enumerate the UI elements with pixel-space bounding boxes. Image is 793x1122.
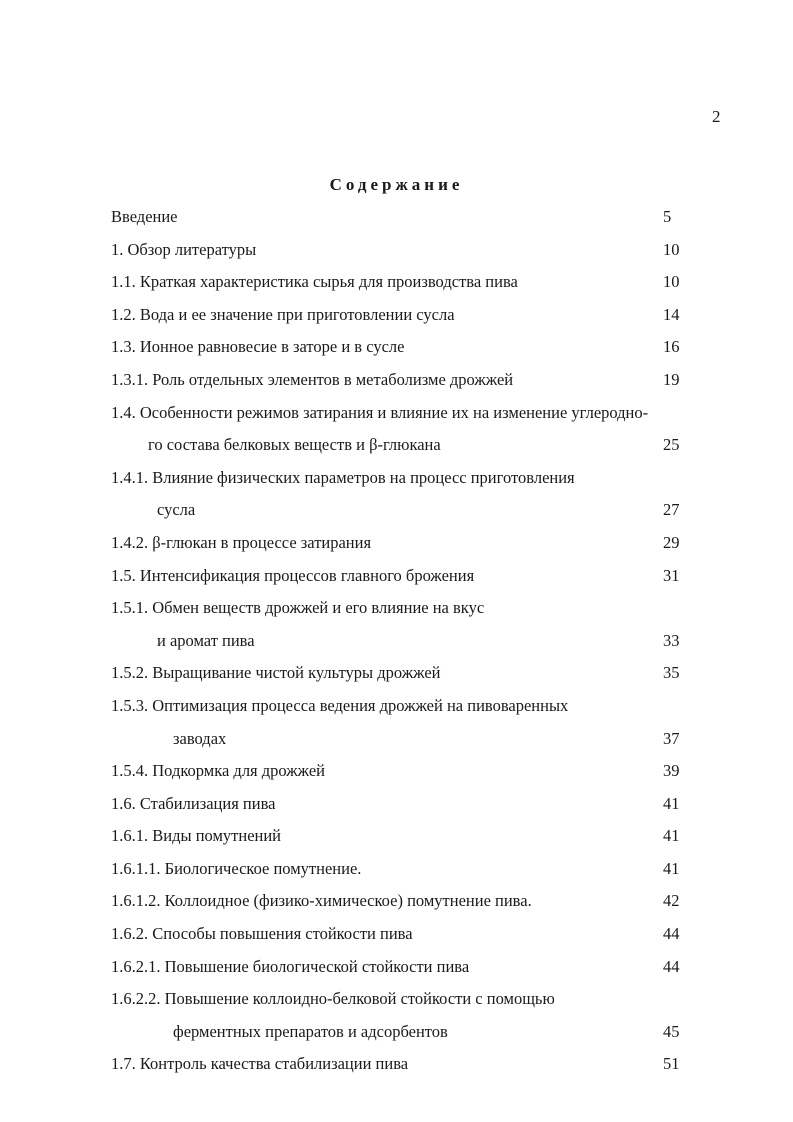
- toc-entry-text: 1.6.2. Способы повышения стойкости пива: [111, 924, 413, 944]
- toc-entry-1-4-1-cont: [0, 494, 793, 527]
- toc-entry-1-4-cont: [0, 429, 793, 462]
- toc-entry-page: 44: [663, 924, 680, 944]
- toc-entry-text: 1.4. Особенности режимов затирания и влияние их на изменение углеродно-: [111, 402, 649, 422]
- toc-entry-page: 44: [663, 956, 680, 976]
- toc-entry-1-6-1-1: [0, 853, 793, 886]
- toc-entry-introduction: [0, 201, 793, 234]
- toc-entry-page: 29: [663, 532, 680, 552]
- toc-entry-text: ферментных препаратов и адсорбентов: [173, 1021, 448, 1041]
- toc-entry-page: 5: [663, 207, 672, 226]
- toc-entry-page: 10: [663, 239, 680, 259]
- toc-entry-1-6: [0, 788, 793, 821]
- toc-entry-1-5-1: [0, 592, 793, 625]
- toc-entry-text: го состава белковых веществ и β-глюкана: [148, 435, 441, 455]
- toc-entry-page: 41: [663, 793, 680, 813]
- toc-entry-page: 33: [663, 630, 680, 650]
- toc-entry-text: 1.4.1. Влияние физических параметров на процесс приготовления: [111, 467, 575, 487]
- toc-entry-1-3-1: [0, 364, 793, 397]
- toc-entry-page: 37: [663, 728, 680, 748]
- toc-entry-page: 45: [663, 1021, 680, 1041]
- toc-entry-1-6-2-1: [0, 951, 793, 984]
- toc-entry-1-5-1-cont: [0, 625, 793, 658]
- toc-entry-1-2: [0, 299, 793, 332]
- toc-entry-text: 1.1. Краткая характеристика сырья для производства пива: [111, 272, 518, 292]
- toc-entry-page: 41: [663, 858, 680, 878]
- toc-entry-text: 1.6.1. Виды помутнений: [111, 826, 282, 846]
- toc-entry-1-7: [0, 1048, 793, 1081]
- toc-entry-text: 1.6.1.1. Биологическое помутнение.: [111, 858, 362, 878]
- toc-entry-1-6-1-2: [0, 885, 793, 918]
- toc-entry-1-5-2: [0, 657, 793, 690]
- toc-entry-page: 35: [663, 663, 680, 683]
- toc-entry-text: 1. Обзор литературы: [111, 239, 257, 259]
- toc-entry-text: 1.5.2. Выращивание чистой культуры дрожжей: [111, 663, 441, 683]
- toc-entry-1-6-2-2-cont: [0, 1016, 793, 1049]
- toc-entry-page: 39: [663, 761, 680, 781]
- toc-entry-page: 14: [663, 304, 680, 324]
- toc-entry-1-4-2: [0, 527, 793, 560]
- page-number: 2: [712, 107, 721, 126]
- toc-entry-text: 1.6.2.1. Повышение биологической стойкости пива: [111, 956, 470, 976]
- toc-entry-text: 1.5.1. Обмен веществ дрожжей и его влияние на вкус: [111, 598, 485, 618]
- toc-entry-text: 1.5.3. Оптимизация процесса ведения дрожжей на пивоваренных: [111, 695, 569, 715]
- toc-entry-page: 25: [663, 435, 680, 455]
- toc-entry-text: 1.3.1. Роль отдельных элементов в метаболизме дрожжей: [111, 369, 514, 389]
- toc-entry-1-3: [0, 331, 793, 364]
- toc-entry-1: [0, 234, 793, 267]
- toc-entry-text: 1.6.1.2. Коллоидное (физико-химическое) помутнение пива.: [111, 891, 532, 911]
- toc-entry-text: заводах: [173, 728, 227, 748]
- toc-entry-1-5-4: [0, 755, 793, 788]
- toc-entry-1-1: [0, 266, 793, 299]
- toc-entry-text: 1.7. Контроль качества стабилизации пива: [111, 1054, 409, 1074]
- toc-entry-page: 41: [663, 826, 680, 846]
- toc-entry-1-5: [0, 560, 793, 593]
- toc-entry-text: и аромат пива: [157, 630, 255, 650]
- toc-entry-page: 16: [663, 337, 680, 357]
- toc-entry-text: сусла: [157, 500, 196, 520]
- toc-entry-1-6-2: [0, 918, 793, 951]
- toc-entry-page: 10: [663, 272, 680, 292]
- toc-entry-page: 19: [663, 369, 680, 389]
- toc-entry-text: 1.6.2.2. Повышение коллоидно-белковой стойкости с помощью: [111, 989, 555, 1009]
- table-of-contents: [0, 201, 793, 1081]
- toc-entry-1-5-3: [0, 690, 793, 723]
- toc-entry-text: 1.5. Интенсификация процессов главного брожения: [111, 565, 475, 585]
- toc-entry-page: 31: [663, 565, 680, 585]
- toc-entry-1-5-3-cont: [0, 723, 793, 756]
- toc-entry-1-4: [0, 397, 793, 430]
- toc-entry-text: 1.6. Стабилизация пива: [111, 793, 276, 813]
- toc-entry-1-6-2-2: [0, 983, 793, 1016]
- toc-entry-page: 42: [663, 891, 680, 911]
- toc-entry-text: 1.3. Ионное равновесие в заторе и в сусле: [111, 337, 405, 357]
- toc-entry-page: 51: [663, 1054, 680, 1074]
- toc-entry-text: 1.4.2. β-глюкан в процессе затирания: [111, 532, 372, 552]
- toc-entry-1-6-1: [0, 820, 793, 853]
- toc-entry-text: Введение: [111, 207, 178, 226]
- toc-entry-text: 1.5.4. Подкормка для дрожжей: [111, 761, 325, 781]
- toc-entry-1-4-1: [0, 462, 793, 495]
- toc-entry-page: 27: [663, 500, 680, 520]
- page-title: Содержание: [329, 175, 464, 194]
- toc-entry-text: 1.2. Вода и ее значение при приготовлении сусла: [111, 304, 455, 324]
